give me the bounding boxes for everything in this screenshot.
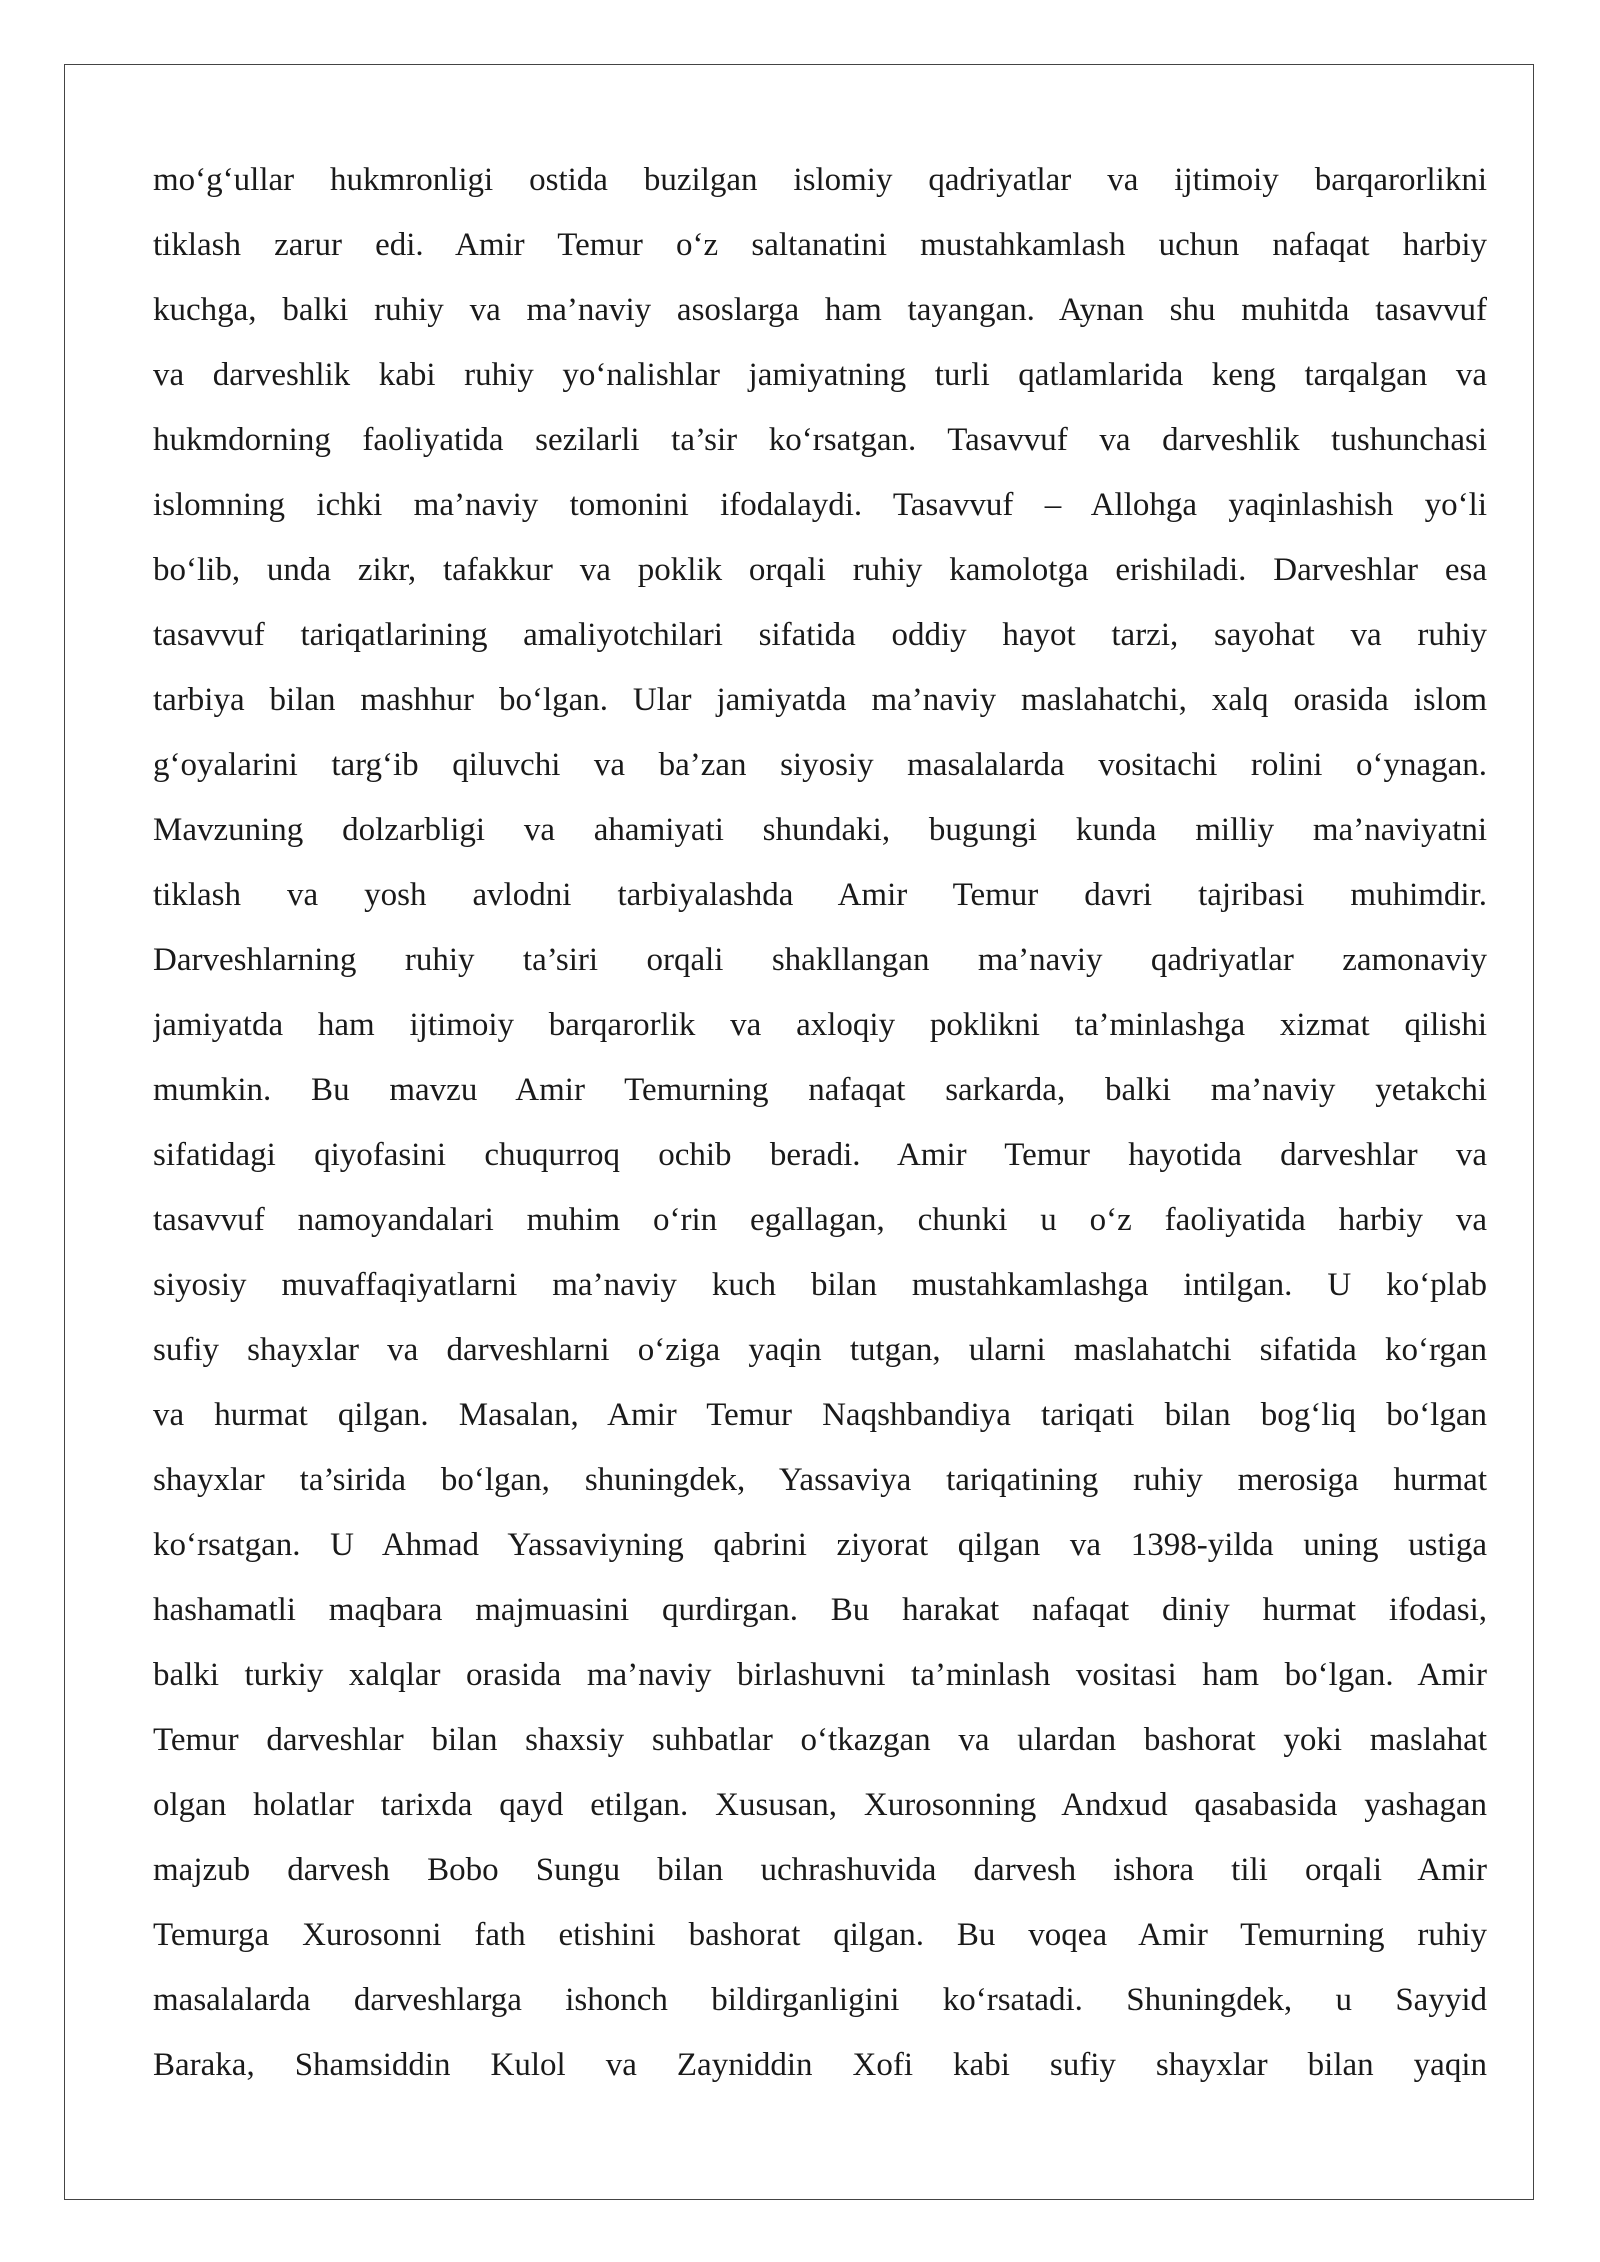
text-line: olgan holatlar tarixda qayd etilgan. Xususan, Xurosonning Andxud qasabasida yashagan (153, 1787, 1487, 1823)
text-line: tiklash zarur edi. Amir Temur o‘z saltanatini mustahkamlash uchun nafaqat harbiy (153, 227, 1487, 263)
text-line: majzub darvesh Bobo Sungu bilan uchrashuvida darvesh ishora tili orqali Amir (153, 1852, 1487, 1888)
text-line: tasavvuf namoyandalari muhim o‘rin egallagan, chunki u o‘z faoliyatida harbiy va (153, 1202, 1487, 1238)
document-body (153, 148, 1487, 2098)
text-line: siyosiy muvaffaqiyatlarni ma’naviy kuch bilan mustahkamlashga intilgan. U ko‘plab (153, 1267, 1487, 1303)
text-line: Baraka, Shamsiddin Kulol va Zayniddin Xofi kabi sufiy shayxlar bilan yaqin (153, 2047, 1487, 2083)
text-line: balki turkiy xalqlar orasida ma’naviy birlashuvni ta’minlash vositasi ham bo‘lgan. Amir (153, 1657, 1487, 1693)
text-line: sifatidagi qiyofasini chuqurroq ochib beradi. Amir Temur hayotida darveshlar va (153, 1137, 1487, 1173)
text-line: sufiy shayxlar va darveshlarni o‘ziga yaqin tutgan, ularni maslahatchi sifatida ko‘rgan (153, 1332, 1487, 1368)
text-line: tiklash va yosh avlodni tarbiyalashda Amir Temur davri tajribasi muhimdir. (153, 877, 1487, 913)
text-line: masalalarda darveshlarga ishonch bildirganligini ko‘rsatadi. Shuningdek, u Sayyid (153, 1982, 1487, 2018)
text-line: Darveshlarning ruhiy ta’siri orqali shakllangan ma’naviy qadriyatlar zamonaviy (153, 942, 1487, 978)
text-line: islomning ichki ma’naviy tomonini ifodalaydi. Tasavvuf – Allohga yaqinlashish yo‘li (153, 487, 1487, 523)
text-line: tarbiya bilan mashhur bo‘lgan. Ular jamiyatda ma’naviy maslahatchi, xalq orasida islom (153, 682, 1487, 718)
text-line: va hurmat qilgan. Masalan, Amir Temur Naqshbandiya tariqati bilan bog‘liq bo‘lgan (153, 1397, 1487, 1433)
text-line: Temur darveshlar bilan shaxsiy suhbatlar o‘tkazgan va ulardan bashorat yoki maslahat (153, 1722, 1487, 1758)
text-line: Temurga Xurosonni fath etishini bashorat qilgan. Bu voqea Amir Temurning ruhiy (153, 1917, 1487, 1953)
text-line: hukmdorning faoliyatida sezilarli ta’sir ko‘rsatgan. Tasavvuf va darveshlik tushunchasi (153, 422, 1487, 458)
text-line: ko‘rsatgan. U Ahmad Yassaviyning qabrini ziyorat qilgan va 1398-yilda uning ustiga (153, 1527, 1487, 1563)
text-line: g‘oyalarini targ‘ib qiluvchi va ba’zan siyosiy masalalarda vositachi rolini o‘ynagan. (153, 747, 1487, 783)
text-line: Mavzuning dolzarbligi va ahamiyati shundaki, bugungi kunda milliy ma’naviyatni (153, 812, 1487, 848)
text-line: jamiyatda ham ijtimoiy barqarorlik va axloqiy poklikni ta’minlashga xizmat qilishi (153, 1007, 1487, 1043)
text-line: bo‘lib, unda zikr, tafakkur va poklik orqali ruhiy kamolotga erishiladi. Darveshlar esa (153, 552, 1487, 588)
text-line: mumkin. Bu mavzu Amir Temurning nafaqat sarkarda, balki ma’naviy yetakchi (153, 1072, 1487, 1108)
text-line: mo‘g‘ullar hukmronligi ostida buzilgan islomiy qadriyatlar va ijtimoiy barqarorlikni (153, 162, 1487, 198)
text-line: va darveshlik kabi ruhiy yo‘nalishlar jamiyatning turli qatlamlarida keng tarqalgan va (153, 357, 1487, 393)
text-line: hashamatli maqbara majmuasini qurdirgan. Bu harakat nafaqat diniy hurmat ifodasi, (153, 1592, 1487, 1628)
text-line: tasavvuf tariqatlarining amaliyotchilari sifatida oddiy hayot tarzi, sayohat va ruhiy (153, 617, 1487, 653)
text-line: shayxlar ta’sirida bo‘lgan, shuningdek, Yassaviya tariqatining ruhiy merosiga hurmat (153, 1462, 1487, 1498)
text-line: kuchga, balki ruhiy va ma’naviy asoslarga ham tayangan. Aynan shu muhitda tasavvuf (153, 292, 1487, 328)
